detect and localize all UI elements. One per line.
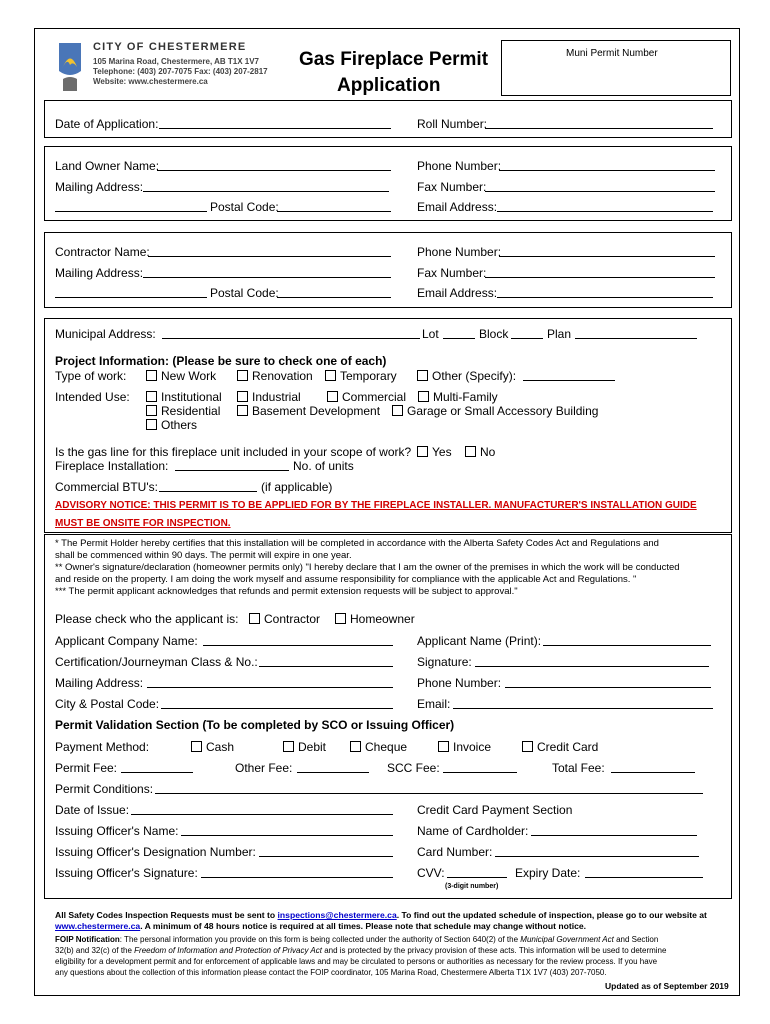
owner-fax-label: Fax Number: <box>417 180 487 194</box>
contractor-email-label: Email Address: <box>417 286 498 300</box>
yes-checkbox[interactable] <box>417 446 428 457</box>
foip-line1: FOIP Notification: The personal information you provide on this form is being collected under the authority of Section 640(2) of the Municipal Government Act and Section <box>55 935 659 944</box>
expiry-field[interactable] <box>585 866 703 878</box>
cert-line4: and reside on the property. I am doing the work myself and assume responsibility for compliance with the applicable Act and Regulations. " <box>55 574 637 585</box>
owner-mailing-label: Mailing Address: <box>55 180 144 194</box>
officer-signature-field[interactable] <box>201 866 393 878</box>
owner-section <box>44 146 732 221</box>
signature-label: Signature: <box>417 655 472 669</box>
new-work-checkbox[interactable] <box>146 370 157 381</box>
no-checkbox[interactable] <box>465 446 476 457</box>
owner-email-field[interactable] <box>497 200 713 212</box>
owner-phone-label: Phone Number: <box>417 159 502 173</box>
city-postal-field[interactable] <box>161 697 393 709</box>
gas-line-yes[interactable]: Yes <box>417 445 452 459</box>
cert-line5: *** The permit applicant acknowledges that refunds and permit extension requests will be subject to approval." <box>55 586 518 597</box>
advisory-notice-line1: ADVISORY NOTICE: THIS PERMIT IS TO BE APPLIED FOR BY THE FIREPLACE INSTALLER. MANUFACTURER'S INSTALLATION GUIDE <box>55 500 697 511</box>
other-fee-label: Other Fee: <box>235 761 293 775</box>
contractor-email-field[interactable] <box>497 286 713 298</box>
cc-section-label: Credit Card Payment Section <box>417 803 573 817</box>
company-name-field[interactable] <box>203 634 393 646</box>
institutional-checkbox[interactable] <box>146 391 157 402</box>
date-of-issue-label: Date of Issue: <box>55 803 130 817</box>
muni-permit-label: Muni Permit Number <box>566 48 658 59</box>
residential-checkbox[interactable] <box>146 405 157 416</box>
cash-checkbox[interactable] <box>191 741 202 752</box>
debit-checkbox[interactable] <box>283 741 294 752</box>
muni-permit-number-box[interactable] <box>501 40 731 96</box>
officer-designation-label: Issuing Officer's Designation Number: <box>55 845 256 859</box>
total-fee-label: Total Fee: <box>552 761 605 775</box>
use-industrial[interactable]: Industrial <box>237 390 301 404</box>
company-name-label: Applicant Company Name: <box>55 634 198 648</box>
cert-line3: ** Owner's signature/declaration (homeowner permits only) "I hereby declare that I am the owner of the premises in which the work will be conducted <box>55 562 680 573</box>
foip-line4: any questions about the collection of this information please contact the FOIP coordinator, 105 Marina Road, Chestermere Alberta T1X 1V7 (403) 207-7050. <box>55 968 607 977</box>
other-fee-field[interactable] <box>297 761 369 773</box>
use-others[interactable]: Others <box>146 418 197 432</box>
date-of-application-label: Date of Application: <box>55 117 159 131</box>
contractor-fax-field[interactable] <box>485 266 715 278</box>
permit-conditions-field[interactable] <box>155 782 703 794</box>
cert-line1: * The Permit Holder hereby certifies that this installation will be completed in accordance with the Alberta Safety Codes Act and Regulations and <box>55 538 659 549</box>
use-institutional[interactable]: Institutional <box>146 390 222 404</box>
work-type-other[interactable]: Other (Specify): <box>417 369 516 383</box>
card-number-label: Card Number: <box>417 845 493 859</box>
applicant-mailing-field[interactable] <box>147 676 393 688</box>
other-work-checkbox[interactable] <box>417 370 428 381</box>
payment-cheque[interactable]: Cheque <box>350 740 407 754</box>
municipal-address-field[interactable] <box>162 327 420 339</box>
cert-class-field[interactable] <box>259 655 393 667</box>
work-type-renovation[interactable]: Renovation <box>237 369 313 383</box>
plan-field[interactable] <box>575 327 697 339</box>
applicant-section <box>44 534 732 899</box>
credit-card-checkbox[interactable] <box>522 741 533 752</box>
contractor-section <box>44 232 732 308</box>
lot-label: Lot <box>422 327 439 341</box>
btu-label: Commercial BTU's: <box>55 480 158 494</box>
gas-line-question: Is the gas line for this fireplace unit included in your scope of work? <box>55 445 412 459</box>
cardholder-label: Name of Cardholder: <box>417 824 529 838</box>
website-link[interactable]: www.chestermere.ca <box>55 921 141 931</box>
applicant-check-label: Please check who the applicant is: <box>55 612 239 626</box>
card-number-field[interactable] <box>495 845 699 857</box>
work-type-temporary[interactable]: Temporary <box>325 369 397 383</box>
form-title-line1: Gas Fireplace Permit <box>299 49 489 70</box>
project-section <box>44 318 732 533</box>
contractor-name-label: Contractor Name: <box>55 245 150 259</box>
applicant-contractor[interactable]: Contractor <box>249 612 320 626</box>
others-checkbox[interactable] <box>146 419 157 430</box>
applicant-homeowner[interactable]: Homeowner <box>335 612 415 626</box>
inspection-email-link[interactable]: inspections@chestermere.ca <box>277 910 397 920</box>
payment-cash[interactable]: Cash <box>191 740 234 754</box>
application-section <box>44 100 732 138</box>
owner-postal-label: Postal Code: <box>210 200 279 214</box>
inspection-notice-line2: www.chestermere.ca. A minimum of 48 hours notice is required at all times. Please note that schedule may change without notice. <box>55 921 587 931</box>
signature-field[interactable] <box>475 655 709 667</box>
contractor-postal-field[interactable] <box>277 286 391 298</box>
officer-designation-field[interactable] <box>259 845 393 857</box>
permit-fee-field[interactable] <box>121 761 193 773</box>
contractor-phone-label: Phone Number: <box>417 245 502 259</box>
use-basement[interactable]: Basement Development <box>237 404 380 418</box>
form-page <box>34 28 740 996</box>
officer-signature-label: Issuing Officer's Signature: <box>55 866 198 880</box>
city-postal-label: City & Postal Code: <box>55 697 160 711</box>
cheque-checkbox[interactable] <box>350 741 361 752</box>
city-address: 105 Marina Road, Chestermere, AB T1X 1V7 <box>93 57 259 66</box>
advisory-notice-line2: MUST BE ONSITE FOR INSPECTION. <box>55 518 231 529</box>
updated-date: Updated as of September 2019 <box>605 981 729 991</box>
cert-class-label: Certification/Journeyman Class & No.: <box>55 655 258 669</box>
officer-name-field[interactable] <box>181 824 393 836</box>
industrial-checkbox[interactable] <box>237 391 248 402</box>
contractor-mailing-field[interactable] <box>143 266 391 278</box>
permit-fee-label: Permit Fee: <box>55 761 118 775</box>
intended-use-label: Intended Use: <box>55 390 130 404</box>
cvv-field[interactable] <box>447 866 507 878</box>
btu-note: (if applicable) <box>261 480 333 494</box>
payment-invoice[interactable]: Invoice <box>438 740 491 754</box>
scc-fee-label: SCC Fee: <box>387 761 440 775</box>
scc-fee-field[interactable] <box>443 761 517 773</box>
commercial-checkbox[interactable] <box>327 391 338 402</box>
other-work-field[interactable] <box>523 369 615 381</box>
gas-line-no[interactable]: No <box>465 445 495 459</box>
lot-field[interactable] <box>443 327 475 339</box>
city-website: Website: www.chestermere.ca <box>93 77 208 86</box>
foip-line2: 32(b) and 32(c) of the Freedom of Information and Protection of Privacy Act and is protected by the privacy provision of these acts. This information will be used to determine <box>55 946 667 955</box>
contractor-city-field[interactable] <box>55 286 207 298</box>
cvv-label: CVV: <box>417 866 445 880</box>
owner-name-label: Land Owner Name: <box>55 159 160 173</box>
municipal-address-label: Municipal Address: <box>55 327 156 341</box>
plan-label: Plan <box>547 327 572 341</box>
applicant-email-label: Email: <box>417 697 451 711</box>
fireplace-installation-field[interactable] <box>175 459 289 471</box>
applicant-email-field[interactable] <box>453 697 713 709</box>
use-multi-family[interactable]: Multi-Family <box>418 390 498 404</box>
contractor-postal-label: Postal Code: <box>210 286 279 300</box>
contractor-checkbox[interactable] <box>249 613 260 624</box>
use-garage[interactable]: Garage or Small Accessory Building <box>392 404 598 418</box>
contractor-mailing-label: Mailing Address: <box>55 266 144 280</box>
multi-family-checkbox[interactable] <box>418 391 429 402</box>
block-label: Block <box>479 327 509 341</box>
cert-line2: shall be commenced within 90 days. The permit will expire in one year. <box>55 550 352 561</box>
owner-email-label: Email Address: <box>417 200 498 214</box>
total-fee-field[interactable] <box>611 761 695 773</box>
applicant-print-label: Applicant Name (Print): <box>417 634 542 648</box>
work-type-label: Type of work: <box>55 369 127 383</box>
homeowner-checkbox[interactable] <box>335 613 346 624</box>
city-logo-icon <box>53 39 87 95</box>
temporary-checkbox[interactable] <box>325 370 336 381</box>
applicant-phone-field[interactable] <box>505 676 711 688</box>
applicant-print-field[interactable] <box>543 634 711 646</box>
payment-debit[interactable]: Debit <box>283 740 326 754</box>
use-residential[interactable]: Residential <box>146 404 220 418</box>
contractor-name-field[interactable] <box>148 245 391 257</box>
applicant-mailing-label: Mailing Address: <box>55 676 144 690</box>
inspection-notice-line1: All Safety Codes Inspection Requests must be sent to inspections@chestermere.ca. To find out the updated schedule of inspection, please go to our website at <box>55 910 707 920</box>
invoice-checkbox[interactable] <box>438 741 449 752</box>
units-label: No. of units <box>293 459 354 473</box>
cvv-note: (3-digit number) <box>445 883 499 890</box>
roll-number-label: Roll Number: <box>417 117 488 131</box>
block-field[interactable] <box>511 327 543 339</box>
city-phone-fax: Telephone: (403) 207-7075 Fax: (403) 207-2817 <box>93 67 268 76</box>
renovation-checkbox[interactable] <box>237 370 248 381</box>
officer-name-label: Issuing Officer's Name: <box>55 824 179 838</box>
contractor-phone-field[interactable] <box>499 245 715 257</box>
owner-phone-field[interactable] <box>499 159 715 171</box>
owner-fax-field[interactable] <box>485 180 715 192</box>
garage-checkbox[interactable] <box>392 405 403 416</box>
payment-credit-card[interactable]: Credit Card <box>522 740 598 754</box>
expiry-label: Expiry Date: <box>515 866 581 880</box>
owner-name-field[interactable] <box>157 159 391 171</box>
permit-conditions-label: Permit Conditions: <box>55 782 154 796</box>
form-title-line2: Application <box>337 75 441 96</box>
roll-number-field[interactable] <box>485 117 713 129</box>
payment-method-label: Payment Method: <box>55 740 150 754</box>
owner-city-field[interactable] <box>55 200 207 212</box>
owner-postal-field[interactable] <box>277 200 391 212</box>
date-of-issue-field[interactable] <box>131 803 393 815</box>
project-info-heading: Project Information: (Please be sure to check one of each) <box>55 354 387 368</box>
fireplace-installation-label: Fireplace Installation: <box>55 459 169 473</box>
cardholder-field[interactable] <box>531 824 697 836</box>
use-commercial[interactable]: Commercial <box>327 390 406 404</box>
work-type-new[interactable]: New Work <box>146 369 216 383</box>
city-name: CITY OF CHESTERMERE <box>93 41 247 53</box>
owner-mailing-field[interactable] <box>143 180 389 192</box>
validation-heading: Permit Validation Section (To be completed by SCO or Issuing Officer) <box>55 718 455 732</box>
basement-checkbox[interactable] <box>237 405 248 416</box>
btu-field[interactable] <box>159 480 257 492</box>
applicant-phone-label: Phone Number: <box>417 676 502 690</box>
date-of-application-field[interactable] <box>159 117 391 129</box>
contractor-fax-label: Fax Number: <box>417 266 487 280</box>
foip-line3: eligibility for a development permit and for enforcement of applicable laws and may be circulated to persons or authorities as necessary for the review process. If you have <box>55 957 658 966</box>
